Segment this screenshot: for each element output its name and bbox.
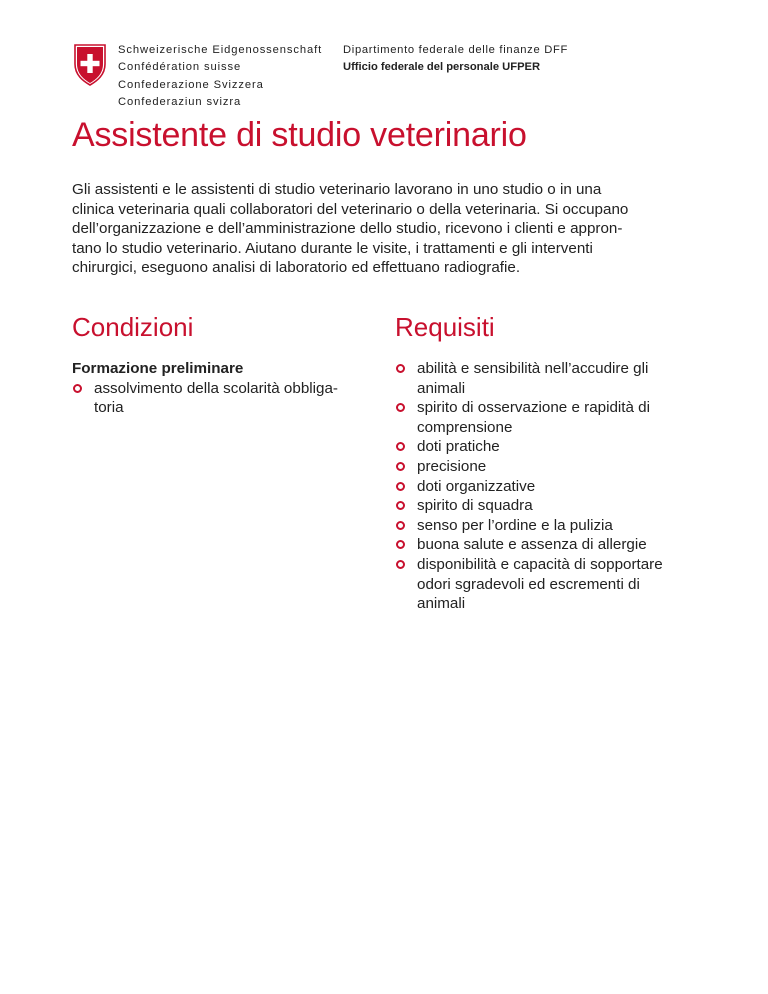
list-item-text: doti pratiche — [417, 438, 500, 456]
list-item-text: precisione — [417, 457, 487, 475]
intro-paragraph — [72, 180, 702, 278]
conditions-heading: Condizioni — [72, 312, 194, 342]
conditions-column — [72, 359, 362, 418]
department-block — [343, 42, 568, 77]
list-item-text: doti organizzative — [417, 477, 536, 495]
confederation-name-de: Schweizerische Eidgenossenschaft — [118, 44, 323, 56]
confederation-name-it: Confederazione Svizzera — [118, 78, 264, 91]
list-item — [395, 359, 705, 398]
requirements-heading: Requisiti — [395, 312, 495, 342]
list-item — [395, 437, 705, 457]
requirements-list — [395, 359, 705, 614]
list-item-text: disponibilità e capacità di sopportare — [417, 555, 663, 573]
requirements-column — [395, 359, 705, 614]
page-title: Assistente di studio veterinario — [72, 116, 527, 154]
conditions-list — [72, 379, 362, 418]
bullet-icon — [73, 384, 82, 393]
list-item — [395, 555, 705, 614]
conditions-subheading: Formazione preliminare — [72, 360, 244, 377]
list-item — [72, 379, 362, 418]
list-item-text: animali — [417, 379, 466, 397]
list-item — [395, 516, 705, 536]
list-item-text: spirito di osservazione e rapidità di — [417, 399, 650, 417]
list-item-text: odori sgradevoli ed escrementi di — [417, 575, 640, 593]
list-item-text: abilità e sensibilità nell’accudire gli — [417, 360, 649, 377]
list-item-text: senso per l’ordine e la pulizia — [417, 516, 613, 534]
list-item — [395, 457, 705, 477]
list-item — [395, 535, 705, 555]
confederation-name-fr: Confédération suisse — [118, 61, 242, 74]
bullet-icon — [396, 364, 405, 373]
list-item — [395, 398, 705, 437]
list-item-text: toria — [94, 399, 124, 417]
bullet-icon — [396, 560, 405, 569]
office-name: Ufficio federale del personale UFPER — [343, 61, 541, 74]
confederation-name-rm: Confederaziun svizra — [118, 96, 242, 109]
bullet-icon — [396, 403, 405, 412]
page-header — [72, 42, 712, 109]
list-item — [395, 496, 705, 516]
bullet-icon — [396, 442, 405, 451]
intro-line: tano lo studio veterinario. Aiutano durante le visite, i trattamenti e gli interventi — [72, 239, 593, 257]
list-item-text: comprensione — [417, 418, 513, 436]
list-item-text: assolvimento della scolarità obbliga- — [94, 379, 338, 397]
intro-line: chirurgici, eseguono analisi di laboratorio ed effettuano radiografie. — [72, 259, 521, 277]
intro-line: Gli assistenti e le assistenti di studio veterinario lavorano in uno studio o in una — [72, 181, 602, 198]
bullet-icon — [396, 501, 405, 510]
bullet-icon — [396, 521, 405, 530]
list-item-text: spirito di squadra — [417, 497, 533, 515]
list-item-text: animali — [417, 595, 466, 613]
intro-line: dell’organizzazione e dell’amministrazione dello studio, ricevono i clienti e appron- — [72, 220, 623, 238]
intro-line: clinica veterinaria quali collaboratori del veterinario o della veterinaria. Si occupano — [72, 200, 629, 218]
bullet-icon — [396, 482, 405, 491]
bullet-icon — [396, 540, 405, 549]
list-item — [395, 477, 705, 497]
bullet-icon — [396, 462, 405, 471]
confederation-names — [118, 42, 322, 112]
list-item-text: buona salute e assenza di allergie — [417, 536, 647, 554]
department-name: Dipartimento federale delle finanze DFF — [343, 44, 569, 56]
swiss-cross-shield-icon — [72, 44, 108, 86]
